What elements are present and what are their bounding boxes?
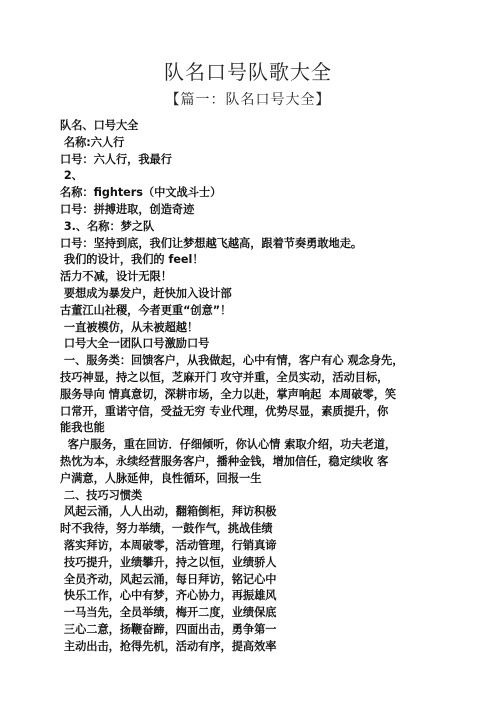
text-line: 口号大全一团队口号激励口号	[60, 337, 210, 351]
text-line: 2、	[60, 169, 83, 183]
text-line: 时不我待，努力举绩，一鼓作气，挑战佳绩	[60, 522, 273, 536]
text-line: 户满意，人脉延伸，良性循环，回报一生	[60, 471, 262, 485]
text-line: 口号：拼搏进取，创造奇迹	[60, 202, 195, 216]
text-line: 口常开，重诺守信，受益无穷 专业代理，优势尽显，素质提升，你	[60, 404, 389, 418]
document-body	[60, 118, 442, 656]
text-line: 3.、名称：梦之队	[60, 219, 155, 233]
text-line: 主动出击，抢得先机，活动有序，提高效率	[60, 639, 277, 653]
text-line: 队名、口号大全	[60, 119, 139, 132]
text-line: 古董江山社稷，今者更重“创意”！	[60, 303, 232, 317]
text-line: 名称:六人行	[60, 135, 125, 149]
text-line: 一、服务类：回馈客户，从我做起，心中有情，客户有心 观念身先，	[60, 354, 404, 368]
text-line: 一马当先，全员举绩，梅开二度，业绩保底	[60, 606, 277, 620]
text-line: 客户服务，重在回访．仔细倾听，你认心情 索取介绍，功夫老道，	[60, 438, 397, 452]
text-line: 技巧提升，业绩攀升，持之以恒，业绩骄人	[60, 555, 277, 569]
text-line: 要想成为暴发户，赶快加入设计部	[60, 286, 232, 300]
text-line: 热忱为本，永续经营服务客户，播种金钱，增加信任，稳定续收 客	[60, 454, 389, 468]
text-line: 风起云涌，人人出动，翻箱倒柜，拜访积极	[60, 505, 277, 519]
text-line: 三心二意，扬鞭奋蹄，四面出击，勇争第一	[60, 622, 277, 636]
text-line: 口号：六人行，我最行	[60, 152, 172, 166]
text-line: 全员齐动，风起云涌，每日拜访，铭记心中	[60, 572, 277, 586]
text-line: 落实拜访，本周破零，活动管理，行销真谛	[60, 538, 277, 552]
text-line: 口号：坚持到底，我们让梦想越飞越高，跟着节奏勇敢地走。	[60, 236, 363, 250]
text-line: 一直被模仿，从未被超越！	[60, 320, 199, 334]
text-line: 技巧神显，持之以恒，芝麻开门 攻守并重，全员实动，活动目标，	[60, 370, 389, 384]
text-line: 服务导向 情真意切，深耕市场，全力以赴，掌声响起 本周破零，笑	[60, 387, 397, 401]
text-line: 能我也能	[60, 421, 105, 435]
text-line: 活力不减，设计无限！	[60, 270, 172, 284]
text-line: 我们的设计，我们的 feel！	[60, 253, 204, 267]
section-heading: 【篇一：队名口号大全】	[165, 92, 331, 108]
text-line: 名称：fighters（中文战斗士）	[60, 186, 222, 200]
text-line: 快乐工作，心中有梦，齐心协力，再振雄风	[60, 589, 277, 603]
text-line: 二、技巧习惯类	[60, 488, 143, 502]
document-title: 队名口号队歌大全	[164, 60, 332, 84]
